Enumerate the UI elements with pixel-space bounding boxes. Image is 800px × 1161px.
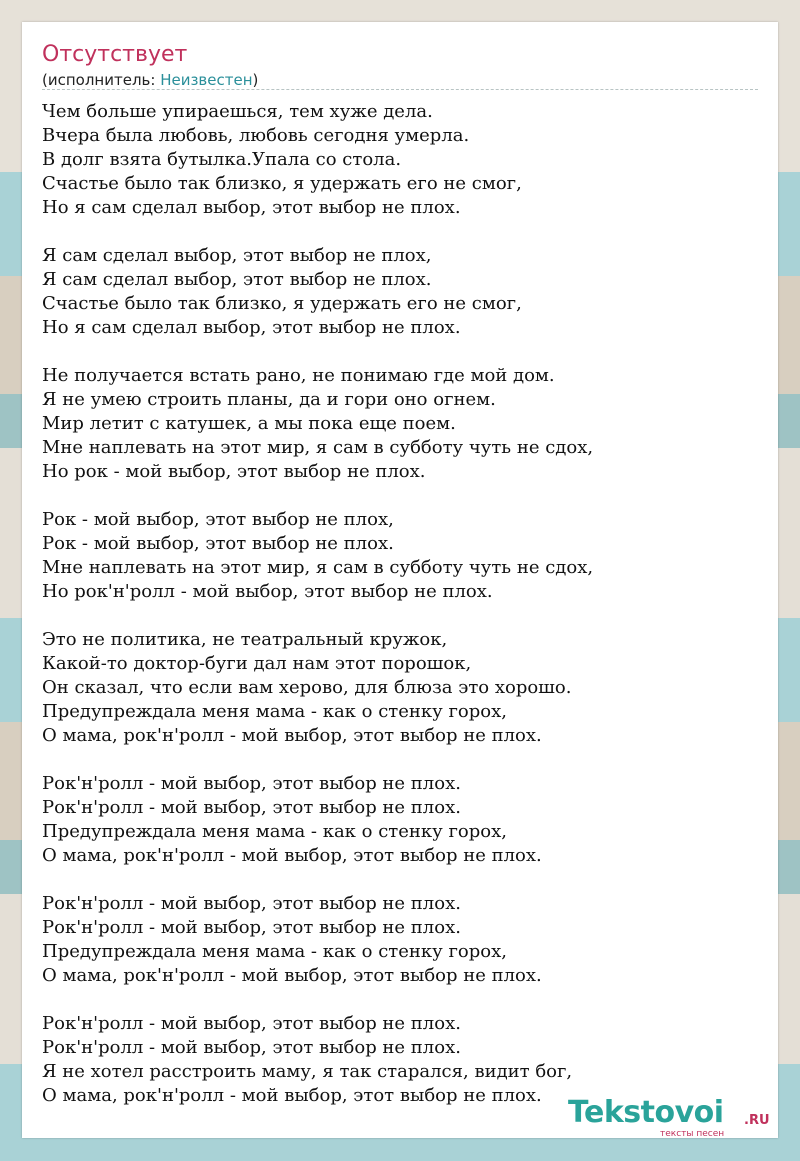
lyrics-line: Я сам сделал выбор, этот выбор не плох, [42, 245, 432, 266]
lyrics-stanza [42, 244, 762, 340]
lyrics-line: Рок'н'ролл - мой выбор, этот выбор не плох. [42, 1013, 461, 1034]
site-logo-watermark [568, 1095, 778, 1143]
lyrics-line: О мама, рок'н'ролл - мой выбор, этот выбор не плох. [42, 725, 542, 746]
artist-prefix: (исполнитель: [42, 71, 161, 89]
lyrics-line: Рок - мой выбор, этот выбор не плох, [42, 509, 394, 530]
lyrics-line: Но рок'н'ролл - мой выбор, этот выбор не плох. [42, 581, 493, 602]
song-title: Отсутствует [42, 42, 188, 67]
lyrics-line: Рок'н'ролл - мой выбор, этот выбор не плох. [42, 1037, 461, 1058]
lyrics-line: Чем больше упираешься, тем хуже дела. [42, 101, 433, 122]
lyrics-line: Предупреждала меня мама - как о стенку горох, [42, 821, 507, 842]
artist-line [42, 71, 258, 89]
artist-link[interactable]: Неизвестен [160, 71, 253, 89]
lyrics-line: Мир летит с катушек, а мы пока еще поем. [42, 413, 456, 434]
logo-domain: .RU [744, 1113, 770, 1128]
lyrics-line: Но рок - мой выбор, этот выбор не плох. [42, 461, 426, 482]
lyrics-line: Не получается встать рано, не понимаю где мой дом. [42, 365, 555, 386]
logo-wordmark: Tekstovoi [568, 1095, 724, 1130]
lyrics-stanza [42, 892, 762, 988]
lyrics-line: Счастье было так близко, я удержать его не смог, [42, 173, 522, 194]
lyrics-line: Рок'н'ролл - мой выбор, этот выбор не плох. [42, 797, 461, 818]
lyrics-stanza [42, 772, 762, 868]
lyrics-line: Мне наплевать на этот мир, я сам в субботу чуть не сдох, [42, 437, 594, 458]
lyrics-line: О мама, рок'н'ролл - мой выбор, этот выбор не плох. [42, 965, 542, 986]
lyrics-line: Рок'н'ролл - мой выбор, этот выбор не плох. [42, 917, 461, 938]
lyrics-stanza [42, 628, 762, 748]
lyrics-line: Он сказал, что если вам херово, для блюза это хорошо. [42, 677, 572, 698]
lyrics-line: Это не политика, не театральный кружок, [42, 629, 448, 650]
logo-tagline: тексты песен [660, 1129, 725, 1139]
lyrics-stanza [42, 364, 762, 484]
lyrics-stanza [42, 508, 762, 604]
lyrics-line: Счастье было так близко, я удержать его не смог, [42, 293, 522, 314]
lyrics-line: Предупреждала меня мама - как о стенку горох, [42, 701, 507, 722]
lyrics-line: Мне наплевать на этот мир, я сам в субботу чуть не сдох, [42, 557, 594, 578]
lyrics-line: В долг взята бутылка.Упала со стола. [42, 149, 402, 170]
lyrics-line: Рок'н'ролл - мой выбор, этот выбор не плох. [42, 773, 461, 794]
lyrics-line: Предупреждала меня мама - как о стенку горох, [42, 941, 507, 962]
lyrics-line: Но я сам сделал выбор, этот выбор не плох. [42, 197, 461, 218]
lyrics-line: О мама, рок'н'ролл - мой выбор, этот выбор не плох. [42, 845, 542, 866]
lyrics-line: Рок'н'ролл - мой выбор, этот выбор не плох. [42, 893, 461, 914]
lyrics-line: Я не хотел расстроить маму, я так старался, видит бог, [42, 1061, 573, 1082]
lyrics-line: Вчера была любовь, любовь сегодня умерла. [42, 125, 470, 146]
lyrics-line: Я не умею строить планы, да и гори оно огнем. [42, 389, 496, 410]
lyrics-line: О мама, рок'н'ролл - мой выбор, этот выбор не плох. [42, 1085, 542, 1106]
lyrics-stanza [42, 100, 762, 220]
lyrics-line: Я сам сделал выбор, этот выбор не плох. [42, 269, 432, 290]
lyrics-text [42, 100, 762, 1132]
artist-suffix: ) [252, 71, 259, 89]
lyrics-card [22, 22, 778, 1138]
lyrics-line: Рок - мой выбор, этот выбор не плох. [42, 533, 394, 554]
title-divider [42, 89, 758, 90]
lyrics-line: Какой-то доктор-буги дал нам этот порошок, [42, 653, 472, 674]
lyrics-line: Но я сам сделал выбор, этот выбор не плох. [42, 317, 461, 338]
lyrics-stanza [42, 1012, 762, 1108]
